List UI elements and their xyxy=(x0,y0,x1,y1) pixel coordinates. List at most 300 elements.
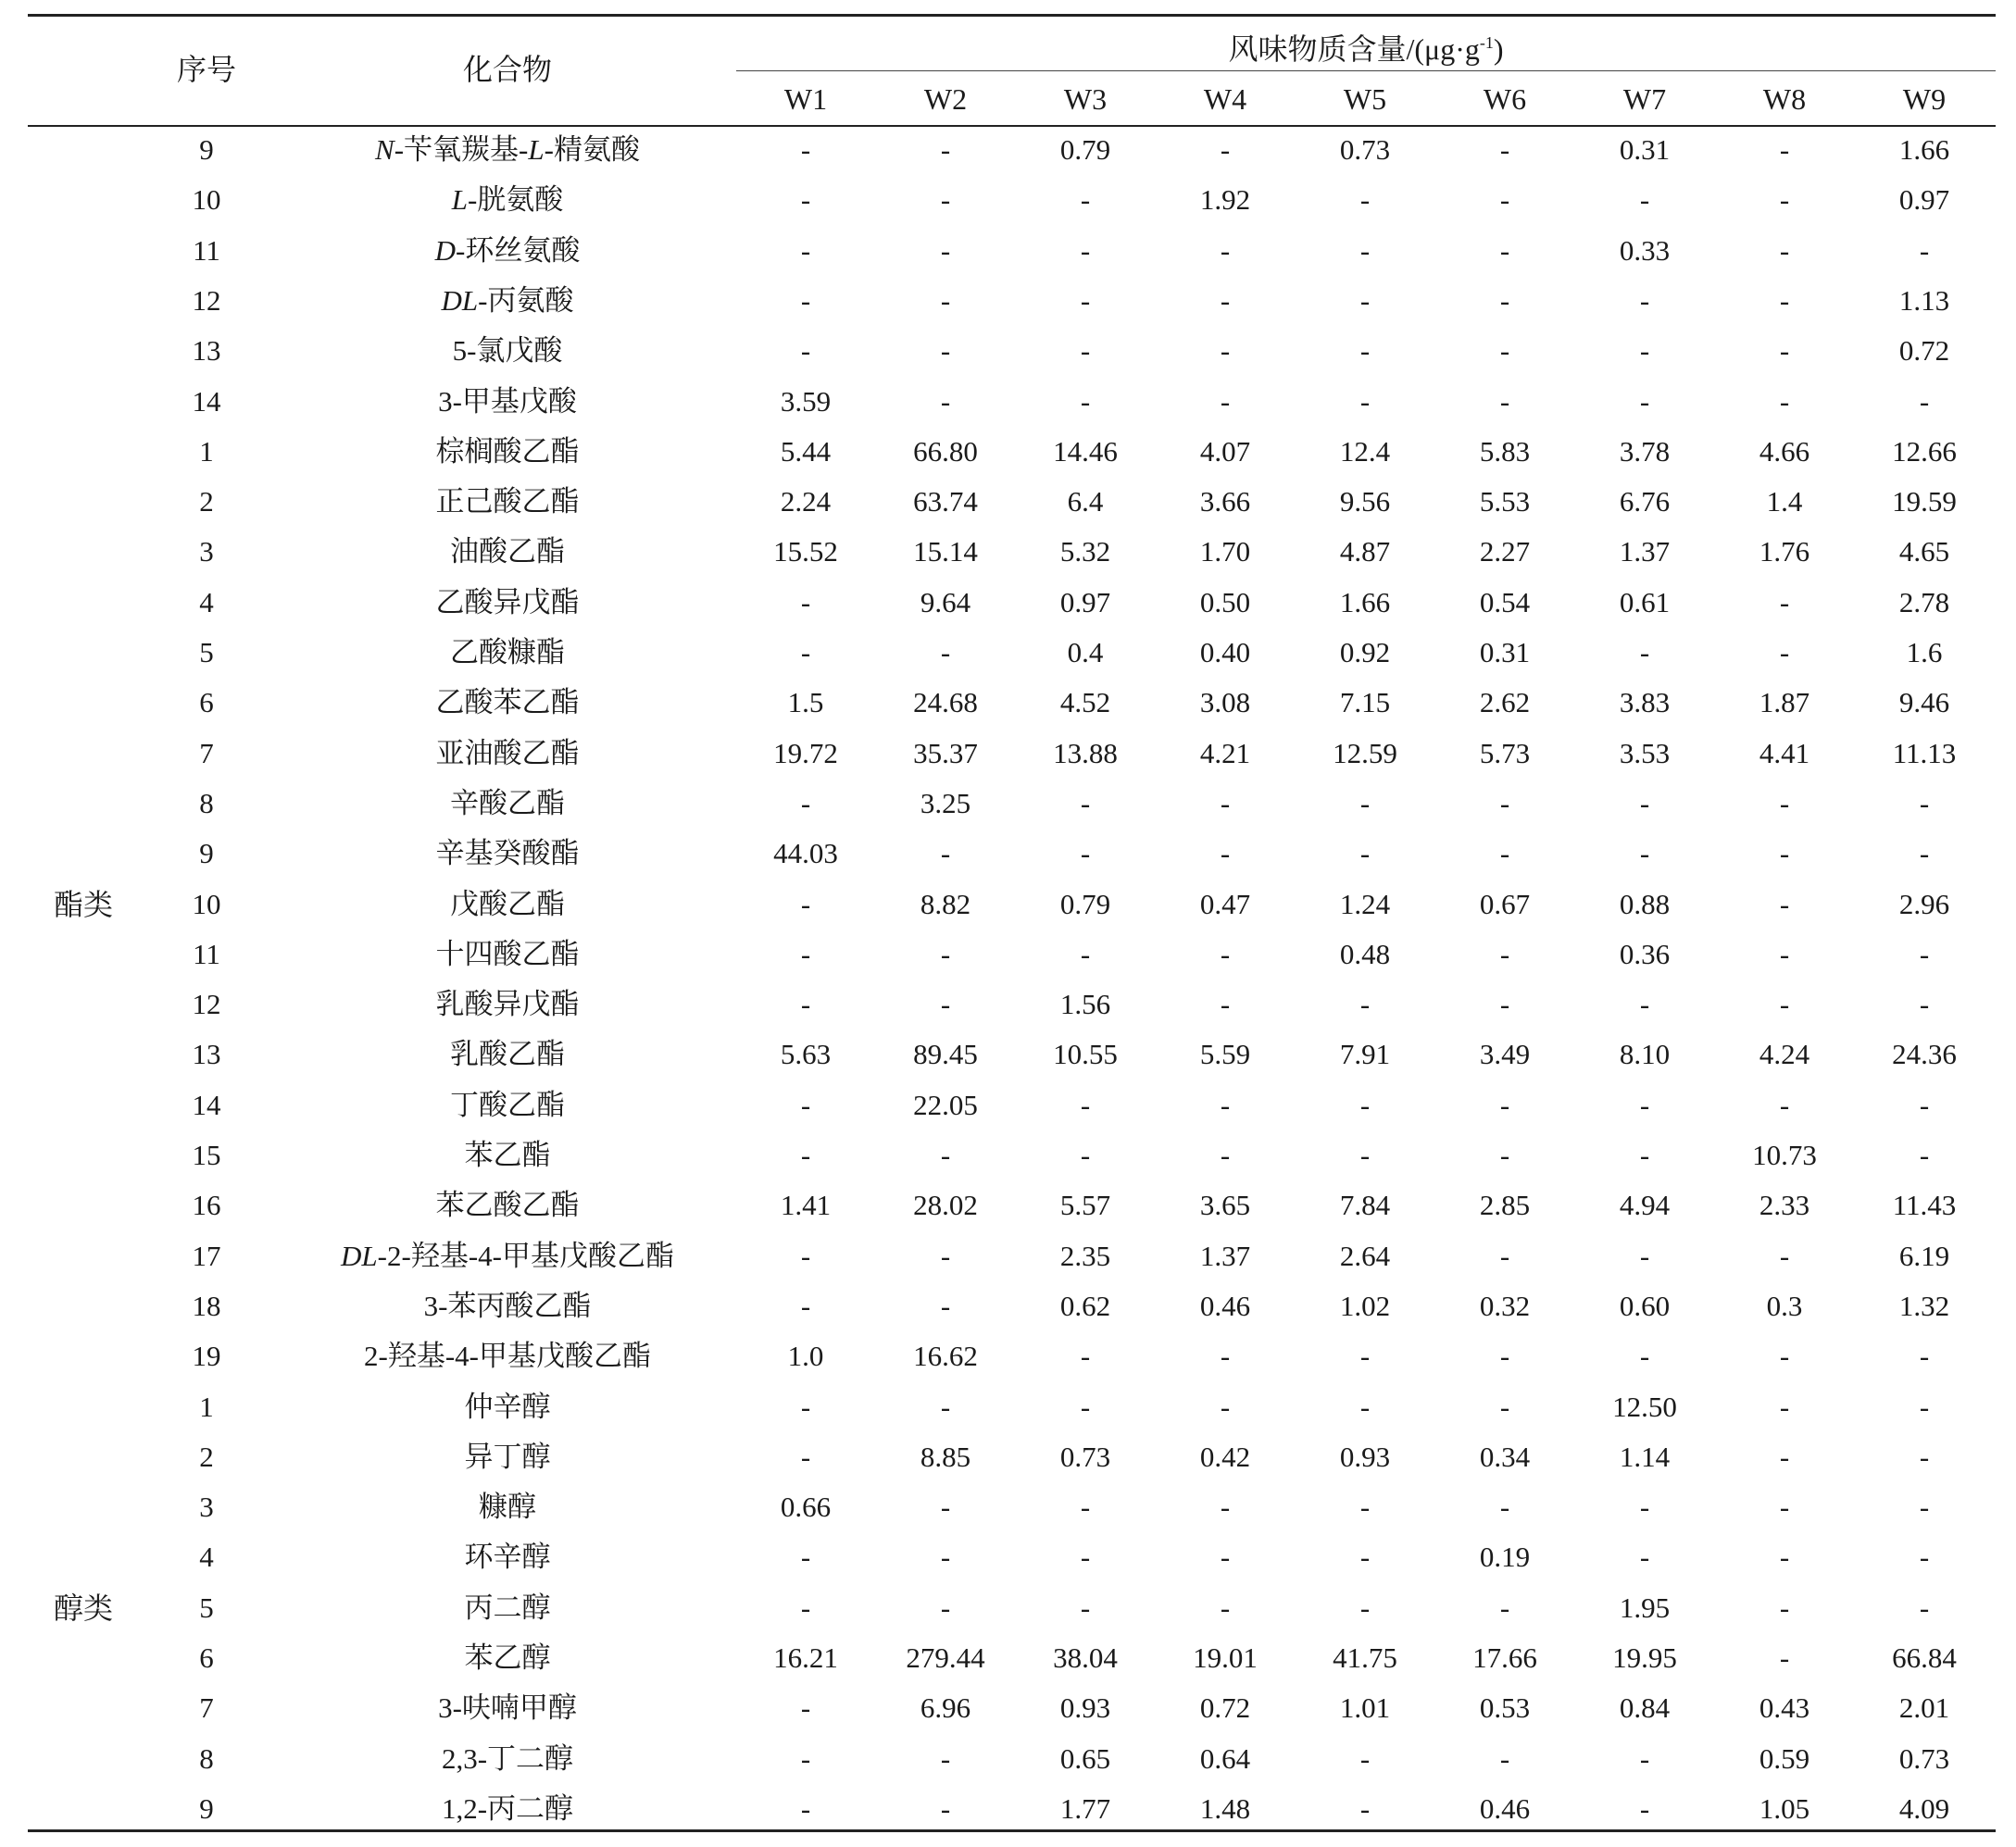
value-cell: 1.95 xyxy=(1619,1591,1671,1624)
header-index: 序号 xyxy=(176,53,237,86)
value-cell: - xyxy=(1499,837,1510,870)
value-cell: 44.03 xyxy=(773,837,838,870)
content-title-text: 风味物质含量/(μg·g xyxy=(1228,32,1480,66)
compound-name xyxy=(452,181,564,218)
row-index: 3 xyxy=(199,1491,214,1524)
compound-name xyxy=(364,1338,651,1375)
value-cell: 0.46 xyxy=(1479,1791,1531,1825)
row-index: 8 xyxy=(199,1741,214,1775)
value-cell: 0.73 xyxy=(1898,1741,1950,1775)
value-cell: - xyxy=(1639,636,1650,668)
value-cell: - xyxy=(1779,1541,1790,1574)
compound-name xyxy=(442,282,574,319)
value-cell: - xyxy=(1220,1139,1231,1171)
value-cell: - xyxy=(1639,837,1650,870)
value-cell: - xyxy=(940,1390,951,1423)
value-cell: 1.87 xyxy=(1759,686,1810,719)
value-cell: - xyxy=(1359,334,1371,368)
value-cell: 5.63 xyxy=(780,1038,832,1071)
value-cell: - xyxy=(1499,1088,1510,1121)
compound-name xyxy=(436,483,580,520)
compound-name xyxy=(465,1590,551,1627)
value-cell: - xyxy=(1919,384,1930,418)
row-index: 10 xyxy=(192,183,221,217)
value-cell: - xyxy=(1080,334,1091,368)
value-cell: - xyxy=(1779,585,1790,618)
value-cell: 2.01 xyxy=(1898,1691,1950,1725)
value-cell: - xyxy=(800,1591,811,1624)
value-cell: - xyxy=(1919,1541,1930,1574)
value-cell: 0.61 xyxy=(1619,585,1671,618)
compound-name xyxy=(450,785,565,822)
value-cell: 7.15 xyxy=(1339,686,1391,719)
value-cell: 1.13 xyxy=(1898,283,1950,317)
row-index: 11 xyxy=(193,937,220,970)
row-index: 17 xyxy=(192,1239,221,1272)
row-index: 1 xyxy=(199,434,214,468)
value-cell: 12.66 xyxy=(1892,434,1957,468)
value-cell: 35.37 xyxy=(913,736,978,769)
compound-name xyxy=(436,735,580,772)
content-unit-sup: -1 xyxy=(1479,33,1494,52)
value-cell: - xyxy=(1639,1340,1650,1373)
value-cell: - xyxy=(1499,183,1510,217)
compound-name-part: 糠醇 xyxy=(479,1491,536,1524)
value-cell: - xyxy=(1779,1088,1790,1121)
compound-name-part: L xyxy=(451,183,468,217)
compound-name-part: 乳酸乙酯 xyxy=(450,1038,565,1071)
value-cell: 9.46 xyxy=(1898,686,1950,719)
value-cell: 2.85 xyxy=(1479,1189,1531,1222)
row-index: 12 xyxy=(192,283,221,317)
compound-name-part: 辛基癸酸酯 xyxy=(435,837,580,870)
value-cell: 3.08 xyxy=(1199,686,1251,719)
compound-name-part: 2-羟基-4-甲基戊酸乙酯 xyxy=(364,1340,651,1373)
value-cell: - xyxy=(1779,1390,1790,1423)
value-cell: 10.73 xyxy=(1752,1139,1817,1171)
value-cell: - xyxy=(940,1491,951,1524)
value-cell: 13.88 xyxy=(1053,736,1118,769)
header-sample-9: W9 xyxy=(1902,82,1947,116)
compound-name-part: -丙氨酸 xyxy=(478,283,574,317)
compound-name xyxy=(450,1087,565,1124)
value-cell: 2.78 xyxy=(1898,585,1950,618)
value-cell: - xyxy=(1080,283,1091,317)
header-sample-3: W3 xyxy=(1063,82,1108,116)
value-cell: 1.48 xyxy=(1199,1791,1251,1825)
value-cell: - xyxy=(1080,384,1091,418)
value-cell: - xyxy=(940,1741,951,1775)
value-cell: 0.93 xyxy=(1059,1691,1111,1725)
value-cell: 0.93 xyxy=(1339,1440,1391,1473)
compound-name xyxy=(436,986,580,1023)
header-compound: 化合物 xyxy=(462,53,553,86)
value-cell: 1.37 xyxy=(1619,535,1671,568)
value-cell: - xyxy=(800,1289,811,1322)
value-cell: - xyxy=(800,1139,811,1171)
value-cell: - xyxy=(800,233,811,267)
compound-name xyxy=(453,332,563,369)
value-cell: - xyxy=(1779,937,1790,970)
value-cell: 2.62 xyxy=(1479,686,1531,719)
compound-name xyxy=(450,1036,565,1073)
value-cell: 4.21 xyxy=(1199,736,1251,769)
value-cell: - xyxy=(1220,937,1231,970)
value-cell: 4.24 xyxy=(1759,1038,1810,1071)
value-cell: - xyxy=(800,1088,811,1121)
compound-name xyxy=(442,1791,573,1828)
compound-name-part: 乙酸异戊酯 xyxy=(435,585,580,618)
value-cell: 19.72 xyxy=(773,736,838,769)
value-cell: - xyxy=(1080,233,1091,267)
value-cell: 0.84 xyxy=(1619,1691,1671,1725)
value-cell: - xyxy=(1359,1139,1371,1171)
header-sample-7: W7 xyxy=(1622,82,1667,116)
value-cell: 0.97 xyxy=(1059,585,1111,618)
value-cell: 1.41 xyxy=(780,1189,832,1222)
compound-name-part: DL xyxy=(341,1239,378,1272)
compound-name-part: 环辛醇 xyxy=(464,1541,551,1574)
compound-name-part: 辛酸乙酯 xyxy=(450,786,565,819)
value-cell: - xyxy=(1919,1088,1930,1121)
compound-name-part: 丁酸乙酯 xyxy=(450,1088,565,1121)
value-cell: 12.59 xyxy=(1333,736,1397,769)
value-cell: - xyxy=(800,183,811,217)
value-cell: - xyxy=(1359,384,1371,418)
value-cell: - xyxy=(940,283,951,317)
value-cell: - xyxy=(1779,183,1790,217)
value-cell: - xyxy=(940,1289,951,1322)
value-cell: 66.80 xyxy=(913,434,978,468)
value-cell: - xyxy=(1919,1591,1930,1624)
value-cell: - xyxy=(1499,1239,1510,1272)
value-cell: - xyxy=(1639,786,1650,819)
value-cell: - xyxy=(1359,837,1371,870)
value-cell: - xyxy=(1499,786,1510,819)
table-bottom-rule xyxy=(28,1829,1996,1832)
value-cell: 7.84 xyxy=(1339,1189,1391,1222)
value-cell: 1.92 xyxy=(1199,183,1251,217)
value-cell: 24.36 xyxy=(1892,1038,1957,1071)
value-cell: 8.82 xyxy=(920,887,971,920)
row-index: 5 xyxy=(199,1591,214,1624)
value-cell: 0.53 xyxy=(1479,1691,1531,1725)
value-cell: - xyxy=(1499,384,1510,418)
compound-name-part: N xyxy=(375,133,394,166)
value-cell: 5.53 xyxy=(1479,485,1531,518)
compound-name-part: 油酸乙酯 xyxy=(450,535,565,568)
value-cell: - xyxy=(800,1390,811,1423)
header-sample-4: W4 xyxy=(1203,82,1247,116)
value-cell: - xyxy=(1220,988,1231,1021)
compound-name xyxy=(436,433,580,470)
value-cell: - xyxy=(800,887,811,920)
value-cell: 3.49 xyxy=(1479,1038,1531,1071)
value-cell: - xyxy=(800,1440,811,1473)
compound-name-part: 5-氯戊酸 xyxy=(452,334,563,368)
value-cell: - xyxy=(1499,988,1510,1021)
value-cell: 5.73 xyxy=(1479,736,1531,769)
value-cell: 3.25 xyxy=(920,786,971,819)
value-cell: 0.34 xyxy=(1479,1440,1531,1473)
compound-name-part: 仲辛醇 xyxy=(464,1390,551,1423)
value-cell: 0.32 xyxy=(1479,1289,1531,1322)
value-cell: 0.60 xyxy=(1619,1289,1671,1322)
value-cell: - xyxy=(1919,233,1930,267)
value-cell: 2.64 xyxy=(1339,1239,1391,1272)
value-cell: 0.36 xyxy=(1619,937,1671,970)
value-cell: 0.97 xyxy=(1898,183,1950,217)
value-cell: - xyxy=(1919,988,1930,1021)
value-cell: - xyxy=(1779,1641,1790,1674)
row-index: 5 xyxy=(199,636,214,668)
value-cell: - xyxy=(1779,334,1790,368)
row-index: 6 xyxy=(199,686,214,719)
value-cell: 4.52 xyxy=(1059,686,1111,719)
compound-name-part: 3-苯丙酸乙酯 xyxy=(423,1289,592,1322)
compound-name-part: 异丁醇 xyxy=(464,1440,551,1473)
compound-name-part: 棕榈酸乙酯 xyxy=(435,434,580,468)
compound-name-part: -苄氧羰基- xyxy=(394,133,529,166)
header-sample-2: W2 xyxy=(923,82,968,116)
value-cell: 19.01 xyxy=(1193,1641,1258,1674)
row-index: 14 xyxy=(192,384,221,418)
value-cell: 1.24 xyxy=(1339,887,1391,920)
compound-name-part: L xyxy=(528,133,545,166)
value-cell: 0.59 xyxy=(1759,1741,1810,1775)
value-cell: - xyxy=(1359,233,1371,267)
value-cell: - xyxy=(1080,837,1091,870)
value-cell: 1.66 xyxy=(1898,133,1950,166)
value-cell: - xyxy=(1359,183,1371,217)
value-cell: - xyxy=(1639,334,1650,368)
value-cell: 6.76 xyxy=(1619,485,1671,518)
value-cell: - xyxy=(1220,1541,1231,1574)
compound-name-part: -环丝氨酸 xyxy=(456,233,581,267)
group-label: 酯类 xyxy=(53,887,114,921)
row-index: 13 xyxy=(192,1038,221,1071)
value-cell: - xyxy=(1919,1390,1930,1423)
value-cell: 5.57 xyxy=(1059,1189,1111,1222)
compound-name xyxy=(450,634,565,671)
value-cell: - xyxy=(1499,1390,1510,1423)
table-top-rule xyxy=(28,14,1996,17)
value-cell: 6.19 xyxy=(1898,1239,1950,1272)
value-cell: 24.68 xyxy=(913,686,978,719)
value-cell: - xyxy=(1919,1139,1930,1171)
value-cell: 1.32 xyxy=(1898,1289,1950,1322)
value-cell: 6.4 xyxy=(1067,485,1104,518)
value-cell: - xyxy=(1639,988,1650,1021)
value-cell: 16.21 xyxy=(773,1641,838,1674)
value-cell: - xyxy=(1639,1088,1650,1121)
value-cell: - xyxy=(1639,1741,1650,1775)
compound-name-part: 苯乙酯 xyxy=(464,1139,551,1171)
compound-name xyxy=(465,1539,551,1576)
value-cell: 1.5 xyxy=(787,686,824,719)
value-cell: 0.43 xyxy=(1759,1691,1810,1725)
content-title-close: ) xyxy=(1493,32,1504,66)
value-cell: - xyxy=(1220,1340,1231,1373)
compound-name-part: 乳酸异戊酯 xyxy=(435,988,580,1021)
value-cell: 4.87 xyxy=(1339,535,1391,568)
value-cell: 5.59 xyxy=(1199,1038,1251,1071)
value-cell: - xyxy=(1639,384,1650,418)
value-cell: - xyxy=(1080,1139,1091,1171)
compound-name-part: 乙酸糠酯 xyxy=(450,636,565,668)
value-cell: - xyxy=(1359,283,1371,317)
value-cell: - xyxy=(940,1591,951,1624)
value-cell: - xyxy=(1779,1340,1790,1373)
value-cell: 14.46 xyxy=(1053,434,1118,468)
value-cell: - xyxy=(940,1239,951,1272)
header-sample-1: W1 xyxy=(783,82,828,116)
value-cell: - xyxy=(1919,1440,1930,1473)
row-index: 6 xyxy=(199,1641,214,1674)
value-cell: 4.07 xyxy=(1199,434,1251,468)
value-cell: 10.55 xyxy=(1053,1038,1118,1071)
compound-name xyxy=(442,1741,573,1778)
row-index: 9 xyxy=(199,1791,214,1825)
value-cell: 12.4 xyxy=(1339,434,1391,468)
value-cell: 279.44 xyxy=(906,1641,985,1674)
value-cell: 66.84 xyxy=(1892,1641,1957,1674)
value-cell: - xyxy=(1080,1088,1091,1121)
value-cell: - xyxy=(800,1541,811,1574)
row-index: 14 xyxy=(192,1088,221,1121)
value-cell: 7.91 xyxy=(1339,1038,1391,1071)
value-cell: - xyxy=(1919,837,1930,870)
value-cell: 41.75 xyxy=(1333,1641,1397,1674)
value-cell: - xyxy=(800,1239,811,1272)
value-cell: 0.19 xyxy=(1479,1541,1531,1574)
value-cell: - xyxy=(1359,1741,1371,1775)
value-cell: 3.78 xyxy=(1619,434,1671,468)
value-cell: - xyxy=(1499,283,1510,317)
value-cell: - xyxy=(1359,988,1371,1021)
value-cell: 0.54 xyxy=(1479,585,1531,618)
value-cell: - xyxy=(1639,1239,1650,1272)
value-cell: 11.13 xyxy=(1892,736,1957,769)
group-label: 醇类 xyxy=(53,1591,114,1625)
compound-name-part: -胱氨酸 xyxy=(467,183,564,217)
row-index: 12 xyxy=(192,988,221,1021)
value-cell: - xyxy=(940,1541,951,1574)
value-cell: - xyxy=(940,636,951,668)
value-cell: - xyxy=(1080,183,1091,217)
value-cell: 2.35 xyxy=(1059,1239,1111,1272)
value-cell: - xyxy=(1779,636,1790,668)
value-cell: - xyxy=(1080,1541,1091,1574)
value-cell: 0.42 xyxy=(1199,1440,1251,1473)
compound-name-part: -2-羟基-4-甲基戊酸乙酯 xyxy=(377,1239,674,1272)
compound-name xyxy=(465,1137,551,1174)
value-cell: - xyxy=(1499,1491,1510,1524)
value-cell: - xyxy=(1359,1491,1371,1524)
row-index: 2 xyxy=(199,485,214,518)
value-cell: - xyxy=(800,334,811,368)
value-cell: 15.52 xyxy=(773,535,838,568)
value-cell: - xyxy=(1359,1088,1371,1121)
value-cell: - xyxy=(940,384,951,418)
value-cell: 2.33 xyxy=(1759,1189,1810,1222)
value-cell: 0.64 xyxy=(1199,1741,1251,1775)
row-index: 4 xyxy=(199,585,214,618)
value-cell: - xyxy=(1779,837,1790,870)
compound-name-part: D xyxy=(434,233,457,267)
compound-name-part: 1,2-丙二醇 xyxy=(441,1791,574,1825)
value-cell: 38.04 xyxy=(1053,1641,1118,1674)
value-cell: 8.85 xyxy=(920,1440,971,1473)
value-cell: 4.41 xyxy=(1759,736,1810,769)
row-index: 10 xyxy=(192,887,221,920)
value-cell: - xyxy=(1779,1491,1790,1524)
value-cell: 0.66 xyxy=(780,1491,832,1524)
row-index: 18 xyxy=(192,1289,221,1322)
value-cell: - xyxy=(1220,334,1231,368)
value-cell: 0.92 xyxy=(1339,636,1391,668)
row-index: 15 xyxy=(192,1139,221,1171)
value-cell: - xyxy=(1499,1139,1510,1171)
header-sample-5: W5 xyxy=(1343,82,1387,116)
compound-name xyxy=(424,1288,592,1325)
value-cell: 1.56 xyxy=(1059,988,1111,1021)
row-index: 11 xyxy=(193,233,220,267)
value-cell: - xyxy=(1220,1591,1231,1624)
value-cell: - xyxy=(1779,1239,1790,1272)
value-cell: 9.56 xyxy=(1339,485,1391,518)
value-cell: 0.79 xyxy=(1059,887,1111,920)
value-cell: 0.31 xyxy=(1619,133,1671,166)
value-cell: 0.48 xyxy=(1339,937,1391,970)
value-cell: - xyxy=(1779,133,1790,166)
value-cell: 0.62 xyxy=(1059,1289,1111,1322)
value-cell: 17.66 xyxy=(1472,1641,1537,1674)
value-cell: - xyxy=(1639,1791,1650,1825)
compound-name xyxy=(465,1439,551,1476)
row-index: 3 xyxy=(199,535,214,568)
value-cell: 4.66 xyxy=(1759,434,1810,468)
value-cell: 1.01 xyxy=(1339,1691,1391,1725)
value-cell: 3.66 xyxy=(1199,485,1251,518)
row-index: 16 xyxy=(192,1189,221,1222)
header-bottom-rule xyxy=(28,125,1996,127)
value-cell: - xyxy=(800,1691,811,1725)
compound-name xyxy=(436,1187,580,1224)
value-cell: 0.88 xyxy=(1619,887,1671,920)
value-cell: - xyxy=(1080,1340,1091,1373)
value-cell: 0.40 xyxy=(1199,636,1251,668)
value-cell: - xyxy=(1080,937,1091,970)
value-cell: - xyxy=(1359,1340,1371,1373)
value-cell: - xyxy=(1919,937,1930,970)
value-cell: 1.14 xyxy=(1619,1440,1671,1473)
compound-name-part: 苯乙醇 xyxy=(464,1641,551,1674)
row-index: 9 xyxy=(199,133,214,166)
row-index: 8 xyxy=(199,786,214,819)
value-cell: - xyxy=(800,636,811,668)
value-cell: - xyxy=(1080,1491,1091,1524)
value-cell: - xyxy=(800,1741,811,1775)
value-cell: 19.59 xyxy=(1892,485,1957,518)
value-cell: - xyxy=(1080,1591,1091,1624)
value-cell: - xyxy=(1779,887,1790,920)
value-cell: - xyxy=(800,133,811,166)
compound-name xyxy=(435,232,581,269)
value-cell: - xyxy=(1779,233,1790,267)
value-cell: - xyxy=(1220,837,1231,870)
value-cell: 63.74 xyxy=(913,485,978,518)
